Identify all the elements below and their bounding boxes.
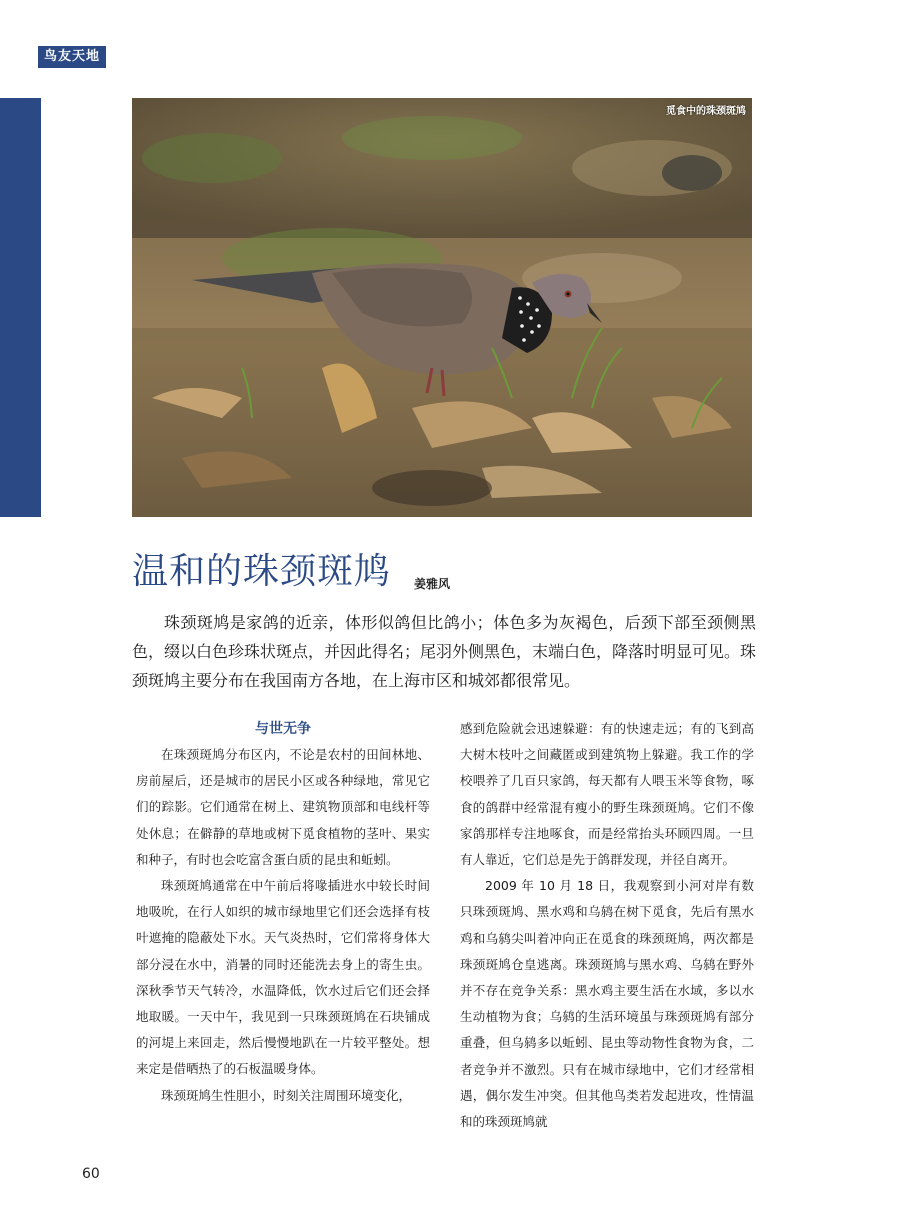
left-column [136, 716, 430, 1109]
bird-photo [132, 98, 752, 517]
photo-caption: 觅食中的珠颈斑鸠 [666, 106, 746, 117]
body-paragraph: 珠颈斑鸠通常在中午前后将喙插进水中较长时间地吸吮，在行人如织的城市绿地里它们还会选择有枝叶遮掩的隐蔽处下水。天气炎热时，它们常将身体大部分浸在水中，消暑的同时还能洗去身上的寄生虫。深秋季节天气转冷，水温降低，饮水过后它们还会择地取暖。一天中午，我见到一只珠颈斑鸠在石块铺成的河堤上来回走，然后慢慢地趴在一片较平整处。想来定是借晒热了的石板温暖身体。 [136, 878, 430, 1077]
section-tag: 鸟友天地 [38, 46, 106, 68]
spotted-dove-illustration [132, 98, 752, 517]
article-title: 温和的珠颈斑鸠 [132, 551, 392, 592]
lead-paragraph: 珠颈斑鸠是家鸽的近亲，体形似鸽但比鸽小；体色多为灰褐色，后颈下部至颈侧黑色，缀以白色珍珠状斑点，并因此得名；尾羽外侧黑色，末端白色，降落时明显可见。珠颈斑鸠主要分布在我国南方各地，在上海市区和城郊都很常见。 [132, 613, 757, 690]
body-paragraph: 在珠颈斑鸠分布区内，不论是农村的田间林地、房前屋后，还是城市的居民小区或各种绿地，常见它们的踪影。它们通常在树上、建筑物顶部和电线杆等处休息；在僻静的草地或树下觅食植物的茎叶、果实和种子，有时也会吃富含蛋白质的昆虫和蚯蚓。 [136, 747, 430, 867]
body-paragraph: 2009 年 10 月 18 日，我观察到小河对岸有数只珠颈斑鸠、黑水鸡和乌鸫在树下觅食，先后有黑水鸡和乌鸫尖叫着冲向正在觅食的珠颈斑鸠，两次都是珠颈斑鸠仓皇逃离。珠颈斑鸠与黑水鸡、乌鸫在野外并不存在竞争关系：黑水鸡主要生活在水域，多以水生动植物为食；乌鸫的生活环境虽与珠颈斑鸠有部分重叠，但乌鸫多以蚯蚓、昆虫等动物性食物为食，二者竞争并不激烈。只有在城市绿地中，它们才经常相遇，偶尔发生冲突。但其他鸟类若发起进攻，性情温和的珠颈斑鸠就 [460, 878, 754, 1130]
section-subhead: 与世无争 [255, 721, 311, 737]
side-accent-bar [0, 98, 41, 517]
body-paragraph: 感到危险就会迅速躲避：有的快速走远；有的飞到高大树木枝叶之间藏匿或到建筑物上躲避。我工作的学校喂养了几百只家鸽，每天都有人喂玉米等食物，啄食的鸽群中经常混有瘦小的野生珠颈斑鸠。它们不像家鸽那样专注地啄食，而是经常抬头环顾四周。一旦有人靠近，它们总是先于鸽群发现，并径自离开。 [460, 721, 754, 868]
author-name: 姜雅风 [414, 577, 451, 591]
page-number: 60 [82, 1166, 100, 1182]
body-paragraph: 珠颈斑鸠生性胆小，时刻关注周围环境变化， [161, 1087, 412, 1103]
right-column [460, 716, 754, 1135]
